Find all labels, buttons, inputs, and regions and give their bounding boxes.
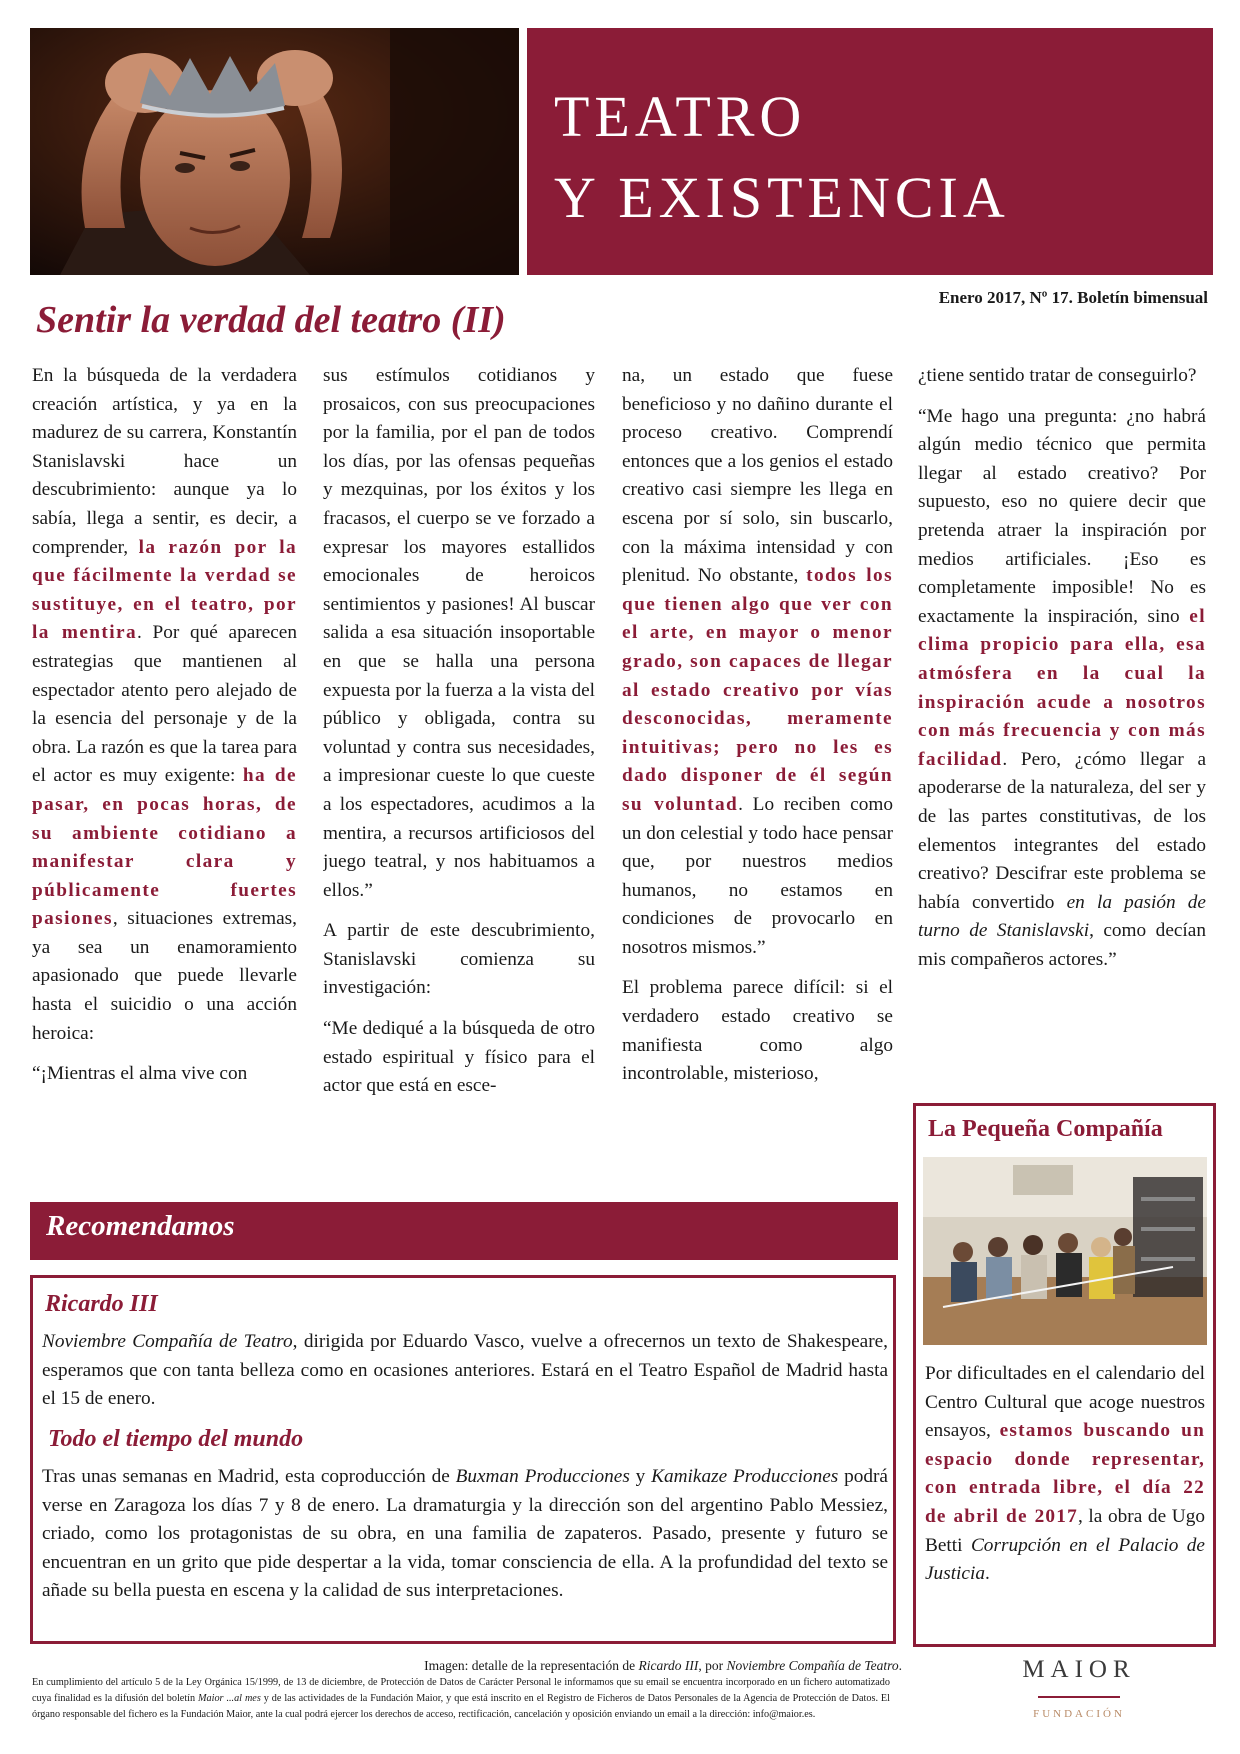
recommend-item-text: Noviembre Compañía de Teatro, dirigida por Eduardo Vasco, vuelve a ofrecernos un texto de Shakespeare, esperamos que con tanta belleza como en ocasiones anteriores. Estará en el Teatro Español de Madrid hasta el 15 de enero. xyxy=(42,1331,888,1409)
header-photo xyxy=(30,28,519,275)
article-paragraph: “Me hago una pregunta: ¿no habrá algún medio técnico que permita llegar al estado creativo? Por supuesto, eso no quiere decir que pretenda atraer la inspiración por medios artificiales. ¡Eso es completamente imposible! No es exactamente la inspiración, sino el clima propicio para ella, esa atmósfera en la cual la inspiración acude a nosotros con más frecuencia y con más facilidad. Pero, ¿cómo llegar a apoderarse de la naturaleza, del ser y de las partes constitutivas, de los elementos integrantes del estado creativo? Descifrar este problema se había convertido en la pasión de turno de Stanislavski, como decían mis compañeros actores.” xyxy=(918,405,1206,970)
newsletter-title-banner xyxy=(527,28,1213,275)
maior-logo xyxy=(1010,1656,1148,1736)
rehearsal-photo xyxy=(923,1157,1207,1345)
article-column-3 xyxy=(622,362,893,1180)
recommend-item-title: Ricardo III xyxy=(45,1291,158,1317)
sidebar-text: Por dificultades en el calendario del Centro Cultural que acoge nuestros ensayos, estamos buscando un espacio donde representar, con entrada libre, el día 22 de abril de 2017, la obra de Ugo Betti Corrupción en el Palacio de Justicia. xyxy=(925,1363,1205,1585)
article-column-1 xyxy=(32,362,297,1180)
title-line-1: TEATRO xyxy=(554,84,807,149)
title-line-2: Y EXISTENCIA xyxy=(554,165,1010,230)
article-paragraph: na, un estado que fuese beneficioso y no dañino durante el proceso creativo. Comprendí entonces que a los genios el estado creativo casi siempre les llega en escena por sí solo, sin buscarlo, con la máxima intensidad y con plenitud. No obstante, todos los que tienen algo que ver con el arte, en mayor o menor grado, son capaces de llegar al estado creativo por vías desconocidas, meramente intuitivas; pero no les es dado disponer de él según su voluntad. Lo reciben como un don celestial y todo hace pensar que, por nuestros medios humanos, no estamos en condiciones de provocarlo en nosotros mismos.” xyxy=(622,365,893,958)
recommend-box xyxy=(30,1275,896,1644)
recommend-item-title: Todo el tiempo del mundo xyxy=(48,1426,304,1452)
article-column-4 xyxy=(918,362,1206,1097)
logo-divider xyxy=(1038,1696,1120,1698)
article-paragraph: En la búsqueda de la verdadera creación artística, y ya en la madurez de su carrera, Konstantín Stanislavski hace un descubrimiento: aunque ya lo sabía, llega a sentir, es decir, a comprender, la razón por la que fácilmente la verdad se sustituye, en el teatro, por la mentira. Por qué aparecen estrategias que mantienen al espectador atento pero alejado de la esencia del personaje y de la obra. La razón es que la tarea para el actor es muy exigente: ha de pasar, en pocas horas, de su ambiente cotidiano a manifestar clara y públicamente fuertes pasiones, situaciones extremas, ya sea un enamoramiento apasionado que puede llevarle hasta el suicidio o una acción heroica: xyxy=(32,365,297,1044)
logo-subtitle: FUNDACIÓN xyxy=(1033,1708,1125,1720)
article-paragraph: “¡Mientras el alma vive con xyxy=(32,1063,248,1085)
rehearsal-group-image xyxy=(923,1157,1207,1345)
issue-info: Enero 2017, Nº 17. Boletín bimensual xyxy=(938,288,1208,307)
recommend-item-text: Tras unas semanas en Madrid, esta coproducción de Buxman Producciones y Kamikaze Producciones podrá verse en Zaragoza los días 7 y 8 de enero. La dramaturgia y la dirección son del argentino Pablo Messiez, criado, como los protagonistas de su obra, en una familia de zapateros. Pasado, presente y futuro se encuentran en un grito que pide despertar a la vida, tomar consciencia de ella. A la profundidad del texto se añade su bella puesta en escena y la calidad de sus interpretaciones. xyxy=(42,1466,888,1601)
article-column-2 xyxy=(323,362,595,1180)
article-paragraph: “Me dediqué a la búsqueda de otro estado espiritual y físico para el actor que está en esce- xyxy=(323,1018,595,1097)
article-heading: Sentir la verdad del teatro (II) xyxy=(36,299,506,341)
article-paragraph: sus estímulos cotidianos y prosaicos, con sus preocupaciones por la familia, por el pan de todos los días, por las ofensas pequeñas y mezquinas, por los éxitos y los fracasos, el cuerpo se ve forzado a expresar los mayores estallidos emocionales de heroicos sentimientos y pasiones! Al buscar salida a esa situación insoportable en que se halla una persona expuesta por la fuerza a la vista del público y obligada, contra su voluntad y contra sus necesidades, a impresionar cueste lo que cueste a los espectadores, acudimos a la mentira, a recursos artificiosos del juego teatral, y nos habituamos a ellos.” xyxy=(323,365,595,901)
recommend-header-bar xyxy=(30,1202,898,1260)
logo-wordmark: MAIOR xyxy=(1022,1656,1136,1683)
recommend-title: Recomendamos xyxy=(46,1210,235,1242)
article-paragraph: ¿tiene sentido tratar de conseguirlo? xyxy=(918,365,1197,386)
legal-notice: En cumplimiento del artículo 5 de la Ley Orgánica 15/1999, de 13 de diciembre, de Protección de Datos de Carácter Personal le informamos que su email se encuentra incorporado en un fichero automatizado cuya finalidad es la difusión del boletín Maior ...al mes y de las actividades de la Fundación Maior, y que está inscrito en el Registro de Ficheros de Datos Personales de la Agencia de Protección de Datos. El órgano responsable del fichero es la Fundación Maior, ante la cual podrá ejercer los derechos de acceso, rectificación, cancelación y oposición enviando un email a la dirección: info@maior.es. xyxy=(32,1677,890,1720)
company-sidebar xyxy=(913,1103,1216,1647)
article-paragraph: El problema parece difícil: si el verdadero estado creativo se manifiesta como algo incontrolable, misterioso, xyxy=(622,977,893,1085)
actor-with-crown-image xyxy=(30,28,519,275)
image-caption: Imagen: detalle de la representación de Ricardo III, por Noviembre Compañía de Teatro. xyxy=(424,1658,902,1673)
article-paragraph: A partir de este descubrimiento, Stanislavski comienza su investigación: xyxy=(323,920,595,999)
sidebar-title: La Pequeña Compañía xyxy=(928,1116,1163,1142)
